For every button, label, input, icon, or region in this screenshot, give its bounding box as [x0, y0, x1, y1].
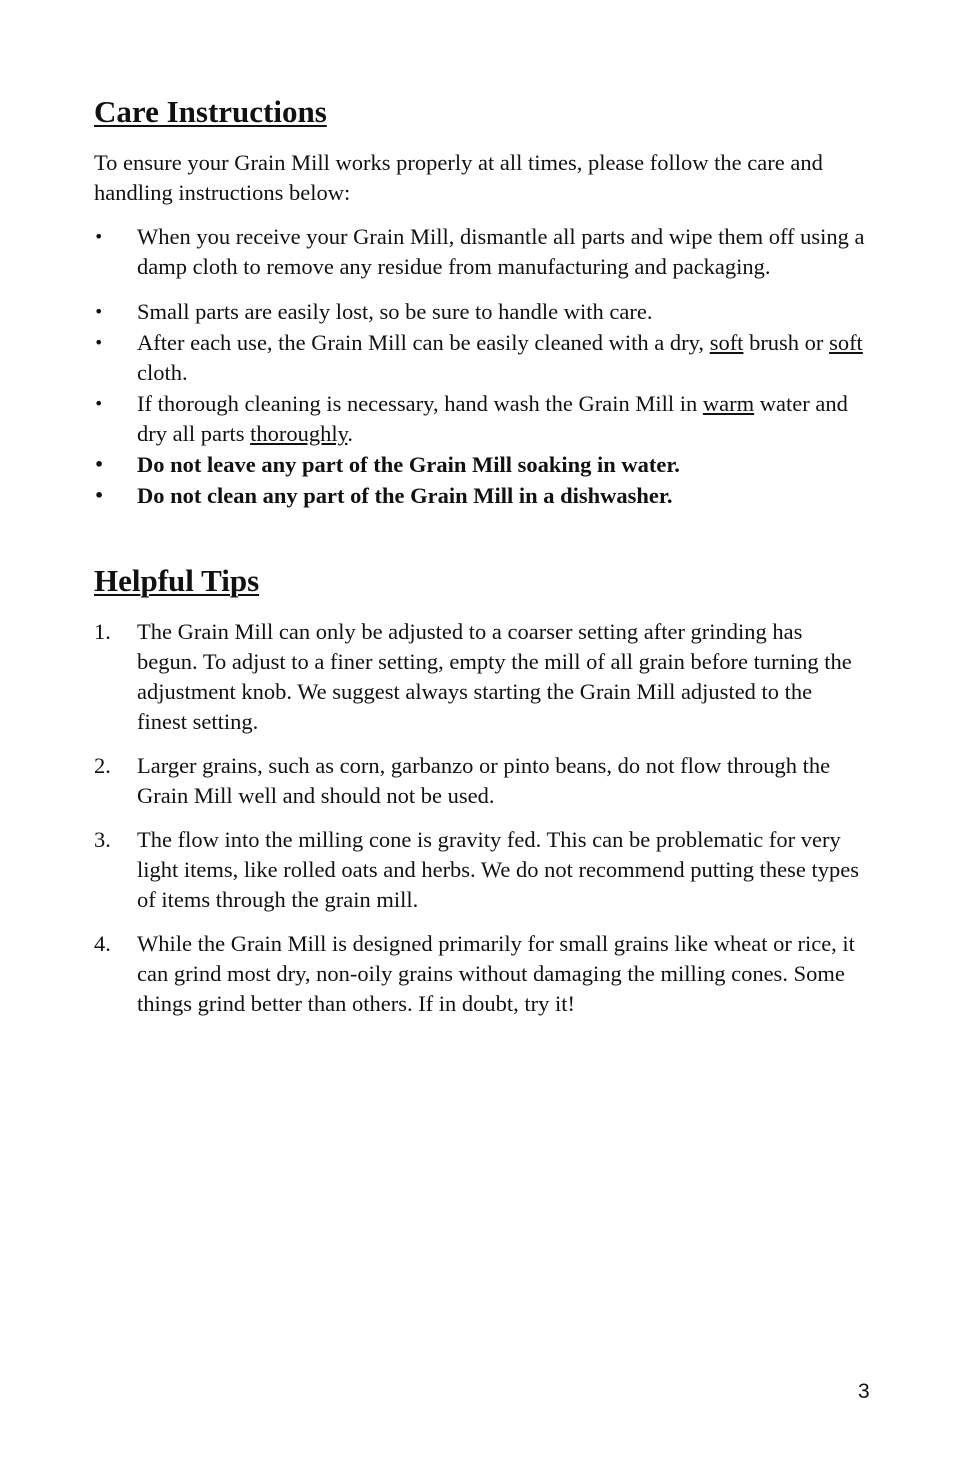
care-item-text: When you receive your Grain Mill, dismantle all parts and wipe them off using a damp cloth to remove any residue from manufacturing and packaging.	[137, 224, 865, 279]
tip-number: 4.	[94, 931, 111, 956]
care-item-text-mid: brush or	[743, 330, 830, 355]
care-item-small-parts	[94, 297, 866, 327]
care-instructions-heading: Care Instructions	[94, 94, 327, 129]
bullet-marker: •	[94, 455, 105, 474]
tip-number: 2.	[94, 753, 111, 778]
care-item-dismantle	[94, 222, 866, 282]
tip-item	[94, 751, 866, 811]
care-warning-text: Do not clean any part of the Grain Mill in a dishwasher.	[137, 483, 673, 508]
bullet-marker: •	[94, 333, 104, 352]
underlined-word: warm	[702, 391, 755, 416]
care-item-text-mid: water and dry all parts	[137, 391, 848, 446]
care-warning-dishwasher	[94, 481, 866, 511]
helpful-tips-heading: Helpful Tips	[94, 563, 260, 598]
tip-number: 1.	[94, 619, 111, 644]
bullet-marker: •	[94, 394, 104, 413]
bullet-marker: •	[94, 486, 105, 505]
care-item-after-use	[94, 328, 866, 388]
care-intro-paragraph: To ensure your Grain Mill works properly at all times, please follow the care and handling instructions below:	[94, 150, 823, 205]
care-item-text-start: If thorough cleaning is necessary, hand wash the Grain Mill in	[137, 391, 703, 416]
underlined-word: soft	[829, 330, 863, 355]
page-number: 3	[858, 1380, 870, 1403]
care-warning-text: Do not leave any part of the Grain Mill soaking in water.	[137, 452, 680, 477]
tip-item	[94, 617, 866, 737]
care-item-text: Small parts are easily lost, so be sure to handle with care.	[137, 299, 653, 324]
underlined-word: soft	[709, 330, 744, 355]
care-item-text-start: After each use, the Grain Mill can be easily cleaned with a dry,	[137, 330, 710, 355]
care-list	[94, 222, 866, 511]
care-item-text-end: cloth.	[137, 360, 188, 385]
tips-list	[94, 617, 866, 1019]
bullet-marker: •	[94, 302, 104, 321]
tip-item	[94, 929, 866, 1019]
tip-text: Larger grains, such as corn, garbanzo or pinto beans, do not flow through the Grain Mill well and should not be used.	[137, 753, 831, 808]
tip-item	[94, 825, 866, 915]
tip-text: The flow into the milling cone is gravity fed. This can be problematic for very light items, like rolled oats and herbs. We do not recommend putting these types of items through the grain mill.	[137, 827, 860, 912]
care-item-text-end: .	[347, 421, 354, 446]
care-item-thorough-cleaning	[94, 389, 866, 449]
underlined-word: thoroughly	[250, 421, 348, 446]
tip-text: The Grain Mill can only be adjusted to a coarser setting after grinding has begun. To adjust to a finer setting, empty the mill of all grain before turning the adjustment knob. We suggest always starting the Grain Mill adjusted to the finest setting.	[137, 619, 852, 734]
document-page	[94, 90, 866, 1033]
tip-text: While the Grain Mill is designed primarily for small grains like wheat or rice, it can grind most dry, non-oily grains without damaging the milling cones. Some things grind better than others. If in doubt, try it!	[137, 931, 855, 1016]
tip-number: 3.	[94, 827, 111, 852]
bullet-marker: •	[94, 227, 104, 246]
care-warning-soaking	[94, 450, 866, 480]
